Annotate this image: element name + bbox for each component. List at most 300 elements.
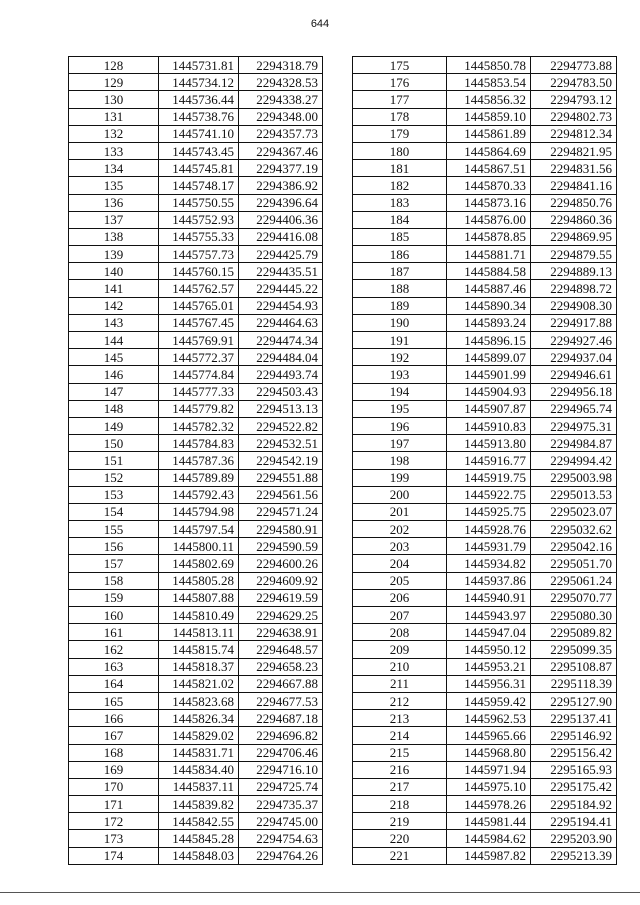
table-row xyxy=(353,142,617,159)
point-number-cell: 182 xyxy=(353,177,447,194)
table-row xyxy=(353,778,617,795)
table-row xyxy=(353,538,617,555)
y-coordinate-cell: 2294348.00 xyxy=(239,108,323,125)
point-number-cell: 204 xyxy=(353,555,447,572)
coordinates-table-right xyxy=(352,56,617,865)
x-coordinate-cell: 1445887.46 xyxy=(447,280,531,297)
table-row xyxy=(69,744,323,761)
x-coordinate-cell: 1445904.93 xyxy=(447,383,531,400)
x-coordinate-cell: 1445981.44 xyxy=(447,813,531,830)
y-coordinate-cell: 2295194.41 xyxy=(531,813,617,830)
point-number-cell: 153 xyxy=(69,486,159,503)
table-row xyxy=(353,469,617,486)
point-number-cell: 206 xyxy=(353,589,447,606)
table-row xyxy=(353,727,617,744)
point-number-cell: 200 xyxy=(353,486,447,503)
x-coordinate-cell: 1445856.32 xyxy=(447,91,531,108)
x-coordinate-cell: 1445750.55 xyxy=(159,194,239,211)
y-coordinate-cell: 2294927.46 xyxy=(531,332,617,349)
table-row xyxy=(353,246,617,263)
point-number-cell: 218 xyxy=(353,796,447,813)
x-coordinate-cell: 1445807.88 xyxy=(159,589,239,606)
y-coordinate-cell: 2294667.88 xyxy=(239,675,323,692)
x-coordinate-cell: 1445738.76 xyxy=(159,108,239,125)
y-coordinate-cell: 2294609.92 xyxy=(239,572,323,589)
x-coordinate-cell: 1445826.34 xyxy=(159,710,239,727)
y-coordinate-cell: 2294503.43 xyxy=(239,383,323,400)
y-coordinate-cell: 2295099.35 xyxy=(531,641,617,658)
point-number-cell: 180 xyxy=(353,142,447,159)
y-coordinate-cell: 2294754.63 xyxy=(239,830,323,847)
y-coordinate-cell: 2294908.30 xyxy=(531,297,617,314)
x-coordinate-cell: 1445916.77 xyxy=(447,452,531,469)
table-row xyxy=(69,108,323,125)
table-row xyxy=(353,675,617,692)
y-coordinate-cell: 2294580.91 xyxy=(239,521,323,538)
y-coordinate-cell: 2294821.95 xyxy=(531,142,617,159)
y-coordinate-cell: 2294696.82 xyxy=(239,727,323,744)
table-row xyxy=(69,813,323,830)
table-row xyxy=(353,125,617,142)
x-coordinate-cell: 1445745.81 xyxy=(159,160,239,177)
point-number-cell: 139 xyxy=(69,246,159,263)
point-number-cell: 187 xyxy=(353,263,447,280)
point-number-cell: 164 xyxy=(69,675,159,692)
x-coordinate-cell: 1445777.33 xyxy=(159,383,239,400)
x-coordinate-cell: 1445794.98 xyxy=(159,503,239,520)
table-row xyxy=(353,108,617,125)
y-coordinate-cell: 2295032.62 xyxy=(531,521,617,538)
x-coordinate-cell: 1445890.34 xyxy=(447,297,531,314)
point-number-cell: 216 xyxy=(353,761,447,778)
table-row xyxy=(353,91,617,108)
x-coordinate-cell: 1445805.28 xyxy=(159,572,239,589)
table-row xyxy=(69,607,323,624)
table-row xyxy=(69,228,323,245)
point-number-cell: 189 xyxy=(353,297,447,314)
table-row xyxy=(353,796,617,813)
point-number-cell: 140 xyxy=(69,263,159,280)
y-coordinate-cell: 2294493.74 xyxy=(239,366,323,383)
x-coordinate-cell: 1445842.55 xyxy=(159,813,239,830)
x-coordinate-cell: 1445947.04 xyxy=(447,624,531,641)
point-number-cell: 151 xyxy=(69,452,159,469)
x-coordinate-cell: 1445731.81 xyxy=(159,57,239,74)
table-row xyxy=(69,177,323,194)
bottom-rule xyxy=(0,892,640,893)
y-coordinate-cell: 2294551.88 xyxy=(239,469,323,486)
table-row xyxy=(69,246,323,263)
x-coordinate-cell: 1445934.82 xyxy=(447,555,531,572)
point-number-cell: 174 xyxy=(69,847,159,864)
y-coordinate-cell: 2294869.95 xyxy=(531,228,617,245)
table-row xyxy=(69,469,323,486)
y-coordinate-cell: 2295003.98 xyxy=(531,469,617,486)
table-row xyxy=(69,847,323,864)
table-row xyxy=(353,641,617,658)
point-number-cell: 147 xyxy=(69,383,159,400)
y-coordinate-cell: 2294984.87 xyxy=(531,435,617,452)
x-coordinate-cell: 1445823.68 xyxy=(159,692,239,709)
x-coordinate-cell: 1445755.33 xyxy=(159,228,239,245)
table-row xyxy=(69,761,323,778)
x-coordinate-cell: 1445937.86 xyxy=(447,572,531,589)
x-coordinate-cell: 1445953.21 xyxy=(447,658,531,675)
x-coordinate-cell: 1445896.15 xyxy=(447,332,531,349)
x-coordinate-cell: 1445792.43 xyxy=(159,486,239,503)
y-coordinate-cell: 2295137.41 xyxy=(531,710,617,727)
x-coordinate-cell: 1445767.45 xyxy=(159,314,239,331)
point-number-cell: 195 xyxy=(353,400,447,417)
x-coordinate-cell: 1445769.91 xyxy=(159,332,239,349)
y-coordinate-cell: 2294513.13 xyxy=(239,400,323,417)
x-coordinate-cell: 1445741.10 xyxy=(159,125,239,142)
page-number: 644 xyxy=(310,18,330,30)
x-coordinate-cell: 1445881.71 xyxy=(447,246,531,263)
y-coordinate-cell: 2294367.46 xyxy=(239,142,323,159)
table-row xyxy=(353,160,617,177)
x-coordinate-cell: 1445925.75 xyxy=(447,503,531,520)
point-number-cell: 142 xyxy=(69,297,159,314)
x-coordinate-cell: 1445802.69 xyxy=(159,555,239,572)
table-row xyxy=(69,400,323,417)
table-row xyxy=(353,366,617,383)
y-coordinate-cell: 2294946.61 xyxy=(531,366,617,383)
y-coordinate-cell: 2294406.36 xyxy=(239,211,323,228)
point-number-cell: 211 xyxy=(353,675,447,692)
x-coordinate-cell: 1445845.28 xyxy=(159,830,239,847)
table-row xyxy=(69,74,323,91)
x-coordinate-cell: 1445922.75 xyxy=(447,486,531,503)
y-coordinate-cell: 2295070.77 xyxy=(531,589,617,606)
point-number-cell: 191 xyxy=(353,332,447,349)
x-coordinate-cell: 1445870.33 xyxy=(447,177,531,194)
table-row xyxy=(353,589,617,606)
x-coordinate-cell: 1445899.07 xyxy=(447,349,531,366)
table-row xyxy=(69,658,323,675)
point-number-cell: 219 xyxy=(353,813,447,830)
x-coordinate-cell: 1445736.44 xyxy=(159,91,239,108)
x-coordinate-cell: 1445978.26 xyxy=(447,796,531,813)
x-coordinate-cell: 1445968.80 xyxy=(447,744,531,761)
table-row xyxy=(69,194,323,211)
y-coordinate-cell: 2295042.16 xyxy=(531,538,617,555)
y-coordinate-cell: 2295175.42 xyxy=(531,778,617,795)
point-number-cell: 167 xyxy=(69,727,159,744)
y-coordinate-cell: 2294571.24 xyxy=(239,503,323,520)
point-number-cell: 157 xyxy=(69,555,159,572)
table-row xyxy=(353,349,617,366)
y-coordinate-cell: 2294716.10 xyxy=(239,761,323,778)
table-row xyxy=(353,228,617,245)
table-row xyxy=(353,263,617,280)
x-coordinate-cell: 1445943.97 xyxy=(447,607,531,624)
x-coordinate-cell: 1445821.02 xyxy=(159,675,239,692)
point-number-cell: 168 xyxy=(69,744,159,761)
point-number-cell: 137 xyxy=(69,211,159,228)
y-coordinate-cell: 2294745.00 xyxy=(239,813,323,830)
table-row xyxy=(69,641,323,658)
table-row xyxy=(69,692,323,709)
x-coordinate-cell: 1445772.37 xyxy=(159,349,239,366)
y-coordinate-cell: 2295184.92 xyxy=(531,796,617,813)
point-number-cell: 129 xyxy=(69,74,159,91)
x-coordinate-cell: 1445797.54 xyxy=(159,521,239,538)
y-coordinate-cell: 2294965.74 xyxy=(531,400,617,417)
x-coordinate-cell: 1445787.36 xyxy=(159,452,239,469)
point-number-cell: 141 xyxy=(69,280,159,297)
table-row xyxy=(353,297,617,314)
point-number-cell: 221 xyxy=(353,847,447,864)
x-coordinate-cell: 1445829.02 xyxy=(159,727,239,744)
x-coordinate-cell: 1445757.73 xyxy=(159,246,239,263)
x-coordinate-cell: 1445873.16 xyxy=(447,194,531,211)
table-row xyxy=(353,280,617,297)
point-number-cell: 181 xyxy=(353,160,447,177)
table-row xyxy=(69,521,323,538)
y-coordinate-cell: 2295127.90 xyxy=(531,692,617,709)
table-row xyxy=(353,555,617,572)
table-row xyxy=(353,692,617,709)
table-row xyxy=(69,314,323,331)
point-number-cell: 169 xyxy=(69,761,159,778)
x-coordinate-cell: 1445867.51 xyxy=(447,160,531,177)
x-coordinate-cell: 1445884.58 xyxy=(447,263,531,280)
x-coordinate-cell: 1445907.87 xyxy=(447,400,531,417)
point-number-cell: 214 xyxy=(353,727,447,744)
table-row xyxy=(69,417,323,434)
x-coordinate-cell: 1445831.71 xyxy=(159,744,239,761)
y-coordinate-cell: 2295051.70 xyxy=(531,555,617,572)
table-row xyxy=(353,400,617,417)
point-number-cell: 148 xyxy=(69,400,159,417)
point-number-cell: 130 xyxy=(69,91,159,108)
y-coordinate-cell: 2294850.76 xyxy=(531,194,617,211)
y-coordinate-cell: 2294677.53 xyxy=(239,692,323,709)
y-coordinate-cell: 2294474.34 xyxy=(239,332,323,349)
table-row xyxy=(353,813,617,830)
table-row xyxy=(69,366,323,383)
point-number-cell: 145 xyxy=(69,349,159,366)
y-coordinate-cell: 2294783.50 xyxy=(531,74,617,91)
table-row xyxy=(353,624,617,641)
table-row xyxy=(69,538,323,555)
y-coordinate-cell: 2294454.93 xyxy=(239,297,323,314)
x-coordinate-cell: 1445762.57 xyxy=(159,280,239,297)
y-coordinate-cell: 2294435.51 xyxy=(239,263,323,280)
x-coordinate-cell: 1445834.40 xyxy=(159,761,239,778)
point-number-cell: 132 xyxy=(69,125,159,142)
table-row xyxy=(353,314,617,331)
point-number-cell: 190 xyxy=(353,314,447,331)
x-coordinate-cell: 1445913.80 xyxy=(447,435,531,452)
point-number-cell: 159 xyxy=(69,589,159,606)
table-row xyxy=(353,211,617,228)
x-coordinate-cell: 1445782.32 xyxy=(159,417,239,434)
point-number-cell: 172 xyxy=(69,813,159,830)
y-coordinate-cell: 2294956.18 xyxy=(531,383,617,400)
point-number-cell: 207 xyxy=(353,607,447,624)
y-coordinate-cell: 2294725.74 xyxy=(239,778,323,795)
table-row xyxy=(69,778,323,795)
point-number-cell: 212 xyxy=(353,692,447,709)
x-coordinate-cell: 1445975.10 xyxy=(447,778,531,795)
table-row xyxy=(69,710,323,727)
x-coordinate-cell: 1445774.84 xyxy=(159,366,239,383)
table-row xyxy=(353,521,617,538)
y-coordinate-cell: 2294793.12 xyxy=(531,91,617,108)
table-row xyxy=(69,624,323,641)
y-coordinate-cell: 2294416.08 xyxy=(239,228,323,245)
y-coordinate-cell: 2294975.31 xyxy=(531,417,617,434)
y-coordinate-cell: 2295013.53 xyxy=(531,486,617,503)
table-row xyxy=(353,332,617,349)
table-row xyxy=(69,796,323,813)
x-coordinate-cell: 1445789.89 xyxy=(159,469,239,486)
y-coordinate-cell: 2294687.18 xyxy=(239,710,323,727)
point-number-cell: 183 xyxy=(353,194,447,211)
point-number-cell: 176 xyxy=(353,74,447,91)
y-coordinate-cell: 2294377.19 xyxy=(239,160,323,177)
y-coordinate-cell: 2294831.56 xyxy=(531,160,617,177)
x-coordinate-cell: 1445743.45 xyxy=(159,142,239,159)
point-number-cell: 163 xyxy=(69,658,159,675)
table-row xyxy=(353,486,617,503)
point-number-cell: 208 xyxy=(353,624,447,641)
point-number-cell: 152 xyxy=(69,469,159,486)
table-row xyxy=(69,263,323,280)
y-coordinate-cell: 2294917.88 xyxy=(531,314,617,331)
x-coordinate-cell: 1445818.37 xyxy=(159,658,239,675)
y-coordinate-cell: 2294396.64 xyxy=(239,194,323,211)
table-row xyxy=(69,830,323,847)
x-coordinate-cell: 1445984.62 xyxy=(447,830,531,847)
y-coordinate-cell: 2294619.59 xyxy=(239,589,323,606)
y-coordinate-cell: 2294879.55 xyxy=(531,246,617,263)
y-coordinate-cell: 2295146.92 xyxy=(531,727,617,744)
y-coordinate-cell: 2294764.26 xyxy=(239,847,323,864)
y-coordinate-cell: 2294898.72 xyxy=(531,280,617,297)
y-coordinate-cell: 2294773.88 xyxy=(531,57,617,74)
point-number-cell: 213 xyxy=(353,710,447,727)
point-number-cell: 158 xyxy=(69,572,159,589)
point-number-cell: 160 xyxy=(69,607,159,624)
point-number-cell: 170 xyxy=(69,778,159,795)
point-number-cell: 197 xyxy=(353,435,447,452)
y-coordinate-cell: 2294937.04 xyxy=(531,349,617,366)
y-coordinate-cell: 2295165.93 xyxy=(531,761,617,778)
table-row xyxy=(353,572,617,589)
x-coordinate-cell: 1445864.69 xyxy=(447,142,531,159)
x-coordinate-cell: 1445971.94 xyxy=(447,761,531,778)
y-coordinate-cell: 2294464.63 xyxy=(239,314,323,331)
table-row xyxy=(69,435,323,452)
x-coordinate-cell: 1445859.10 xyxy=(447,108,531,125)
point-number-cell: 198 xyxy=(353,452,447,469)
table-row xyxy=(353,710,617,727)
point-number-cell: 175 xyxy=(353,57,447,74)
x-coordinate-cell: 1445837.11 xyxy=(159,778,239,795)
x-coordinate-cell: 1445853.54 xyxy=(447,74,531,91)
y-coordinate-cell: 2294590.59 xyxy=(239,538,323,555)
x-coordinate-cell: 1445876.00 xyxy=(447,211,531,228)
x-coordinate-cell: 1445893.24 xyxy=(447,314,531,331)
point-number-cell: 177 xyxy=(353,91,447,108)
point-number-cell: 173 xyxy=(69,830,159,847)
table-row xyxy=(69,486,323,503)
point-number-cell: 150 xyxy=(69,435,159,452)
point-number-cell: 194 xyxy=(353,383,447,400)
y-coordinate-cell: 2294812.34 xyxy=(531,125,617,142)
table-row xyxy=(353,435,617,452)
y-coordinate-cell: 2294357.73 xyxy=(239,125,323,142)
point-number-cell: 184 xyxy=(353,211,447,228)
x-coordinate-cell: 1445765.01 xyxy=(159,297,239,314)
y-coordinate-cell: 2295118.39 xyxy=(531,675,617,692)
point-number-cell: 201 xyxy=(353,503,447,520)
y-coordinate-cell: 2294648.57 xyxy=(239,641,323,658)
y-coordinate-cell: 2294328.53 xyxy=(239,74,323,91)
x-coordinate-cell: 1445965.66 xyxy=(447,727,531,744)
point-number-cell: 149 xyxy=(69,417,159,434)
table-row xyxy=(69,125,323,142)
point-number-cell: 165 xyxy=(69,692,159,709)
x-coordinate-cell: 1445800.11 xyxy=(159,538,239,555)
point-number-cell: 217 xyxy=(353,778,447,795)
x-coordinate-cell: 1445962.53 xyxy=(447,710,531,727)
y-coordinate-cell: 2294658.23 xyxy=(239,658,323,675)
y-coordinate-cell: 2294802.73 xyxy=(531,108,617,125)
table-row xyxy=(353,830,617,847)
y-coordinate-cell: 2295203.90 xyxy=(531,830,617,847)
x-coordinate-cell: 1445931.79 xyxy=(447,538,531,555)
x-coordinate-cell: 1445956.31 xyxy=(447,675,531,692)
point-number-cell: 185 xyxy=(353,228,447,245)
coordinates-table-left xyxy=(68,56,323,865)
y-coordinate-cell: 2294542.19 xyxy=(239,452,323,469)
y-coordinate-cell: 2294638.91 xyxy=(239,624,323,641)
x-coordinate-cell: 1445810.49 xyxy=(159,607,239,624)
point-number-cell: 196 xyxy=(353,417,447,434)
table-row xyxy=(69,160,323,177)
point-number-cell: 138 xyxy=(69,228,159,245)
point-number-cell: 215 xyxy=(353,744,447,761)
point-number-cell: 209 xyxy=(353,641,447,658)
table-row xyxy=(353,177,617,194)
point-number-cell: 131 xyxy=(69,108,159,125)
point-number-cell: 186 xyxy=(353,246,447,263)
x-coordinate-cell: 1445861.89 xyxy=(447,125,531,142)
y-coordinate-cell: 2294860.36 xyxy=(531,211,617,228)
x-coordinate-cell: 1445752.93 xyxy=(159,211,239,228)
table-row xyxy=(69,503,323,520)
y-coordinate-cell: 2294889.13 xyxy=(531,263,617,280)
coordinates-table-left-body xyxy=(69,57,323,865)
point-number-cell: 155 xyxy=(69,521,159,538)
point-number-cell: 203 xyxy=(353,538,447,555)
y-coordinate-cell: 2295156.42 xyxy=(531,744,617,761)
x-coordinate-cell: 1445784.83 xyxy=(159,435,239,452)
point-number-cell: 188 xyxy=(353,280,447,297)
x-coordinate-cell: 1445940.91 xyxy=(447,589,531,606)
y-coordinate-cell: 2294522.82 xyxy=(239,417,323,434)
x-coordinate-cell: 1445779.82 xyxy=(159,400,239,417)
point-number-cell: 193 xyxy=(353,366,447,383)
point-number-cell: 136 xyxy=(69,194,159,211)
x-coordinate-cell: 1445901.99 xyxy=(447,366,531,383)
table-row xyxy=(69,572,323,589)
table-row xyxy=(69,280,323,297)
